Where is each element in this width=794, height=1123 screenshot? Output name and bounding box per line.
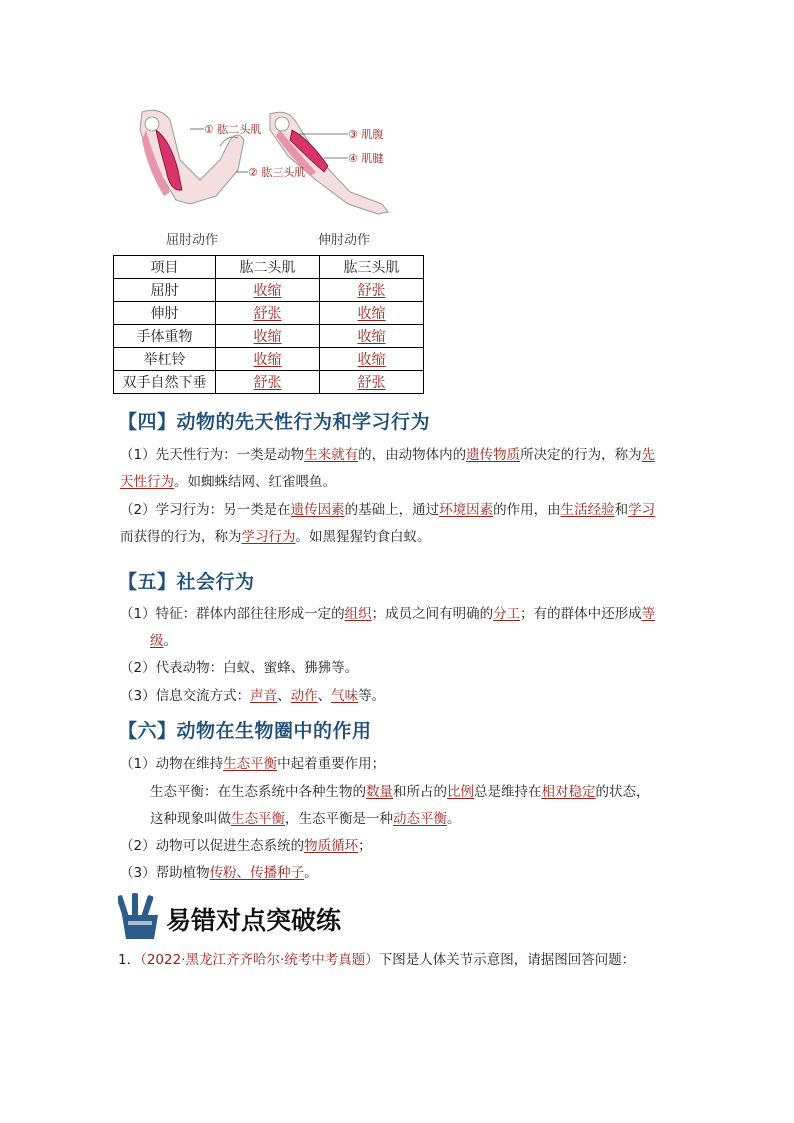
table-cell	[216, 302, 320, 325]
paragraph-social-examples: （2）代表动物：白蚁、蜜蜂、狒狒等。	[120, 660, 359, 676]
paragraph-balance-definition-cont: 这种现象叫做生态平衡，生态平衡是一种动态平衡。	[150, 811, 461, 827]
practice-banner	[118, 893, 518, 943]
table-header: 肱三头肌	[320, 256, 424, 279]
table-row	[114, 302, 424, 325]
question-source: （2022·黑龙江齐齐哈尔·统考中考真题）	[140, 952, 379, 968]
pencil-cup-icon	[118, 893, 162, 941]
answer-text: 收缩	[357, 352, 386, 368]
section-heading-6: 【六】动物在生物圈中的作用	[118, 720, 372, 742]
table-cell: 屈肘	[114, 279, 216, 302]
paragraph-material-cycle: （2）动物可以促进生态系统的物质循环；	[120, 838, 372, 854]
table-row	[114, 279, 424, 302]
muscle-action-table	[113, 255, 424, 394]
table-cell	[216, 325, 320, 348]
label-muscle-belly: ③ 肌腹	[348, 128, 384, 141]
question-number: 1．	[118, 952, 141, 968]
paragraph-ecological-balance: （1）动物在维持生态平衡中起着重要作用；	[120, 756, 386, 772]
answer-text: 收缩	[253, 329, 282, 345]
question-1	[118, 948, 635, 968]
question-text: 下图是人体关节示意图，请据图回答问题：	[378, 952, 636, 968]
table-cell: 双手自然下垂	[114, 371, 216, 394]
paragraph-innate-behavior: （1）先天性行为：一类是动物生来就有的，由动物体内的遗传物质所决定的行为，称为先 天性行为。如蜘蛛结网、红雀喂鱼。	[120, 447, 656, 490]
section-heading-4: 【四】动物的先天性行为和学习行为	[118, 411, 431, 433]
table-row	[114, 348, 424, 371]
table-cell: 手体重物	[114, 325, 216, 348]
table-cell	[216, 371, 320, 394]
paragraph-pollination: （3）帮助植物传粉、传播种子。	[120, 865, 318, 881]
answer-text: 舒张	[253, 375, 282, 391]
answer-text: 收缩	[253, 283, 282, 299]
table-header-row	[114, 256, 424, 279]
answer-text: 舒张	[253, 306, 282, 322]
table-cell: 伸肘	[114, 302, 216, 325]
paragraph-learned-behavior: （2）学习行为：另一类是在遗传因素的基础上，通过环境因素的作用，由生活经验和学习 而获得的行为，称为学习行为。如黑猩猩钓食白蚁。	[120, 502, 656, 545]
paragraph-communication: （3）信息交流方式：声音、动作、气味等。	[120, 688, 386, 704]
answer-text: 舒张	[357, 375, 386, 391]
arm-muscle-figure	[120, 100, 420, 250]
table-row	[114, 325, 424, 348]
table-cell	[216, 348, 320, 371]
answer-text: 收缩	[357, 306, 386, 322]
table-cell	[320, 302, 424, 325]
table-row	[114, 371, 424, 394]
paragraph-balance-definition: 生态平衡：在生态系统中各种生物的数量和所占的比例总是维持在相对稳定的状态，	[150, 784, 650, 800]
table-cell	[320, 348, 424, 371]
table-cell	[320, 279, 424, 302]
caption-flexion: 屈肘动作	[166, 233, 219, 248]
paragraph-social-features: （1）特征：群体内部往往形成一定的组织；成员之间有明确的分工；有的群体中还形成等 级。	[120, 606, 656, 649]
label-tendon: ④ 肌腱	[348, 152, 384, 165]
section-heading-5: 【五】社会行为	[118, 571, 255, 593]
table-cell: 举杠铃	[114, 348, 216, 371]
label-biceps: ① 肱二头肌	[204, 123, 262, 136]
table-cell	[320, 371, 424, 394]
table-header: 项目	[114, 256, 216, 279]
table-cell	[216, 279, 320, 302]
answer-text: 收缩	[253, 352, 282, 368]
answer-text: 收缩	[357, 329, 386, 345]
banner-title: 易错对点突破练	[166, 906, 342, 935]
answer-text: 舒张	[357, 283, 386, 299]
label-triceps: ② 肱三头肌	[248, 166, 306, 179]
table-cell	[320, 325, 424, 348]
table-header: 肱二头肌	[216, 256, 320, 279]
caption-extension: 伸肘动作	[318, 233, 371, 248]
